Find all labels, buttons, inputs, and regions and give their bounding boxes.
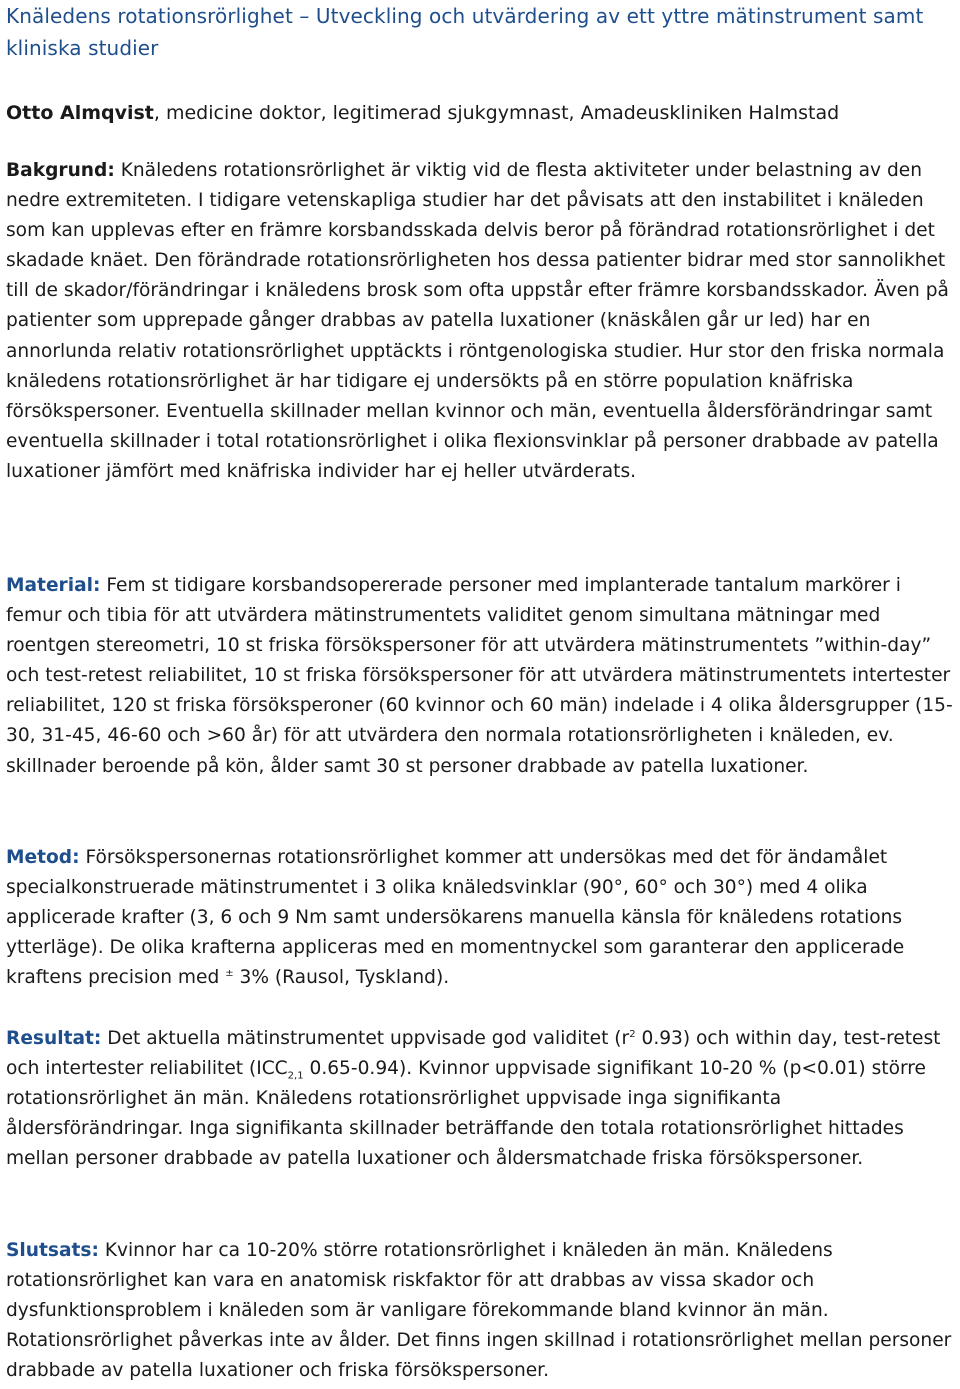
section-text-metod: Försökspersonernas rotationsrörlighet kommer att undersökas med det för ändamålet specialkonstruerade mätinstrumentet i 3 olika knäledsvinklar (90°, 60° och 30°) med 4 olika applicerade krafter (3, 6 och 9 Nm samt undersökarens manuella känsla för knäledens rotations ytterläge). De olika krafterna appliceras med en momentnyckel som garanterar den applicerade kraftens precision med — [6, 847, 905, 989]
section-text-resultat-2: 0.93) och within day, test-retest och intertester reliabilitet (ICC — [6, 1028, 941, 1080]
section-text-bakgrund: Knäledens rotationsrörlighet är viktig vid de flesta aktiviteter under belastning av den nedre extremiteten. I tidigare vetenskapliga studier har det påvisats att den instabilitet i knäleden som kan upplevas efter en främre korsbandsskada delvis beror på förändrad rotationsrörlighet i det skadade knäet. Den förändrade rotationsrörligheten hos dessa patienter bidrar med stor sannolikhet till de skador/förändringar i knäledens brosk som ofta uppstår efter främre korsbandsskador. Även på patienter som upprepade gånger drabbas av patella luxationer (knäskålen går ur led) har en annorlunda relativ rotationsrörlighet upptäckts i röntgenologiska studier. Hur stor den friska normala knäledens rotationsrörlighet är har tidigare ej undersökts på en större population knäfriska försökspersoner. Eventuella skillnader mellan kvinnor och män, eventuella åldersförändringar samt eventuella skillnader i total rotationsrörlighet i olika flexionsvinklar på personer drabbade av patella luxationer jämfört med knäfriska individer har ej heller utvärderats. — [6, 160, 949, 482]
section-label-resultat: Resultat: — [6, 1028, 102, 1049]
section-label-slutsats: Slutsats: — [6, 1240, 99, 1261]
section-text-resultat-1: Det aktuella mätinstrumentet uppvisade god validitet (r — [101, 1028, 630, 1049]
section-text-material: Fem st tidigare korsbandsopererade personer med implanterade tantalum markörer i femur och tibia för att utvärdera mätinstrumentets validitet genom simultana mätningar med roentgen stereometri, 10 st friska försökspersoner för att utvärdera mätinstrumentets ”within-day” och test-retest reliabilitet, 10 st friska försökspersoner för att utvärdera mätinstrumentets intertester reliabilitet, 120 st friska försöksperoner (60 kvinnor och 60 män) indelade i 4 olika åldersgrupper (15-30, 31-45, 46-60 och >60 år) för att utvärdera den normala rotationsrörligheten i knäleden, ev. skillnader beroende på kön, ålder samt 30 st personer drabbade av patella luxationer. — [6, 575, 953, 777]
document-title: Knäledens rotationsrörlighet – Utveckling och utvärdering av ett yttre mätinstrument samt kliniska studier — [6, 4, 924, 60]
section-text-resultat-3: 0.65-0.94). Kvinnor uppvisade signifikant 10-20 % (p<0.01) större rotationsrörlighet än män. Knäledens rotationsrörlighet uppvisade inga signifikanta åldersförändringar. Inga signifikanta skillnader beträffande den totala rotationsrörlighet hittades mellan personer drabbade av patella luxationer och åldersmatchade friska försökspersoner. — [6, 1058, 926, 1170]
icc-subscript: 2,1 — [287, 1070, 304, 1082]
section-bakgrund — [6, 156, 956, 487]
section-label-metod: Metod: — [6, 847, 80, 868]
section-material — [6, 571, 956, 782]
section-label-bakgrund: Bakgrund: — [6, 160, 115, 181]
section-text-metod-end: 3% (Rausol, Tyskland). — [233, 967, 450, 989]
plus-minus-sign: ± — [225, 968, 234, 980]
section-slutsats — [6, 1236, 956, 1386]
author-line — [6, 98, 954, 128]
r-squared-superscript: 2 — [629, 1028, 636, 1040]
section-text-slutsats: Kvinnor har ca 10-20% större rotationsrörlighet i knäleden än män. Knäledens rotationsrörlighet kan vara en anatomisk riskfaktor för att drabbas av vissa skador och dysfunktionsproblem i knäleden som är vanligare förekommande bland kvinnor än män. Rotationsrörlighet påverkas inte av ålder. Det finns ingen skillnad i rotationsrörlighet mellan personer drabbade av patella luxationer och friska försökspersoner. — [6, 1240, 952, 1382]
section-label-material: Material: — [6, 575, 101, 596]
author-affiliation: , medicine doktor, legitimerad sjukgymnast, Amadeuskliniken Halmstad — [153, 102, 840, 124]
document-page — [6, 0, 954, 1382]
section-resultat — [6, 1024, 956, 1174]
author-name: Otto Almqvist — [6, 102, 154, 124]
section-metod — [6, 843, 956, 993]
